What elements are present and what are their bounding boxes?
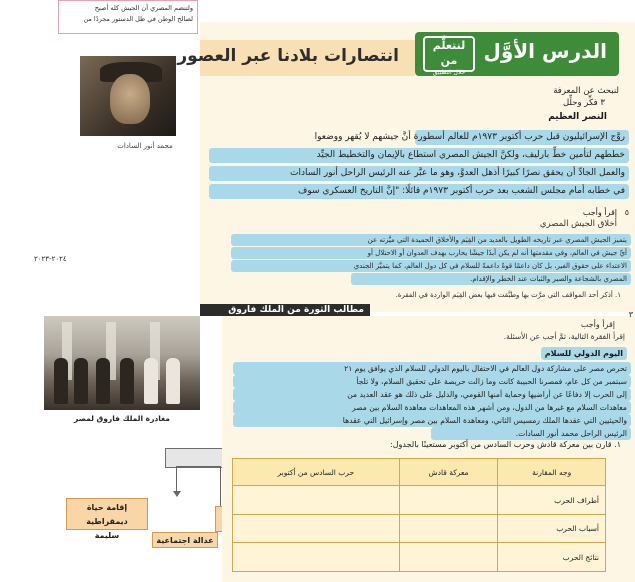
table-answer-cell[interactable] — [399, 486, 498, 515]
farouk-photo — [44, 316, 200, 410]
table-header-row — [233, 459, 606, 486]
top-note — [58, 0, 198, 34]
table-answer-cell[interactable] — [233, 543, 400, 572]
table-answer-cell[interactable] — [399, 543, 498, 572]
paragraph-line: والعمل الجادِّ أن يحقق نصرًا كبيرًا أذهل العدوَّ، وهو ما عبَّر عنه الرئيس الراحل أنور السادات — [290, 168, 625, 178]
diagram-box-justice: عدالة اجتماعية — [152, 532, 218, 548]
top-note-line2: لصالح الوطن في ظل الدستور مجردًا من — [83, 15, 193, 23]
lesson-banner — [177, 40, 415, 76]
table-row-label: أسباب الحرب — [498, 514, 606, 543]
diagram-box-line: سليمة — [94, 531, 120, 540]
portrait-caption: محمد أنور السادات — [117, 142, 173, 150]
underlying-page-heading: مطالب الثورة من الملك فاروق — [200, 304, 370, 316]
paragraph-line: روَّج الإسرائيليون قبل حرب أكتوبر ١٩٧٣م للعالم أسطورة أنَّ جيشهم لا يُقهر ووضعوا — [314, 132, 625, 142]
years-label: ٢٠٢٤-٢٠٢٣ — [34, 255, 67, 263]
person-figure — [54, 358, 68, 404]
paragraph-line: الرئيس الراحل محمد أنور السادات. — [515, 429, 627, 438]
paragraph-line: المصري بالشجاعة والصبر والثبات عند الخطر والإقدام. — [470, 275, 627, 283]
read-answer-label: إقرأ وأجب — [580, 320, 615, 329]
item-number: ٣ — [628, 310, 633, 319]
table-row — [233, 514, 606, 543]
lesson-page-1 — [177, 22, 635, 312]
paragraph-line: في خطابه أمام مجلس الشعب بعد حرب أكتوبر ١٩٧٣م قائلًا: "إنَّ التاريخ العسكري سوف — [298, 186, 625, 196]
person-figure — [74, 358, 88, 404]
person-figure — [120, 358, 134, 404]
person-figure — [144, 358, 158, 404]
lesson-number: الدرس الأوَّل — [483, 39, 607, 63]
top-note-line1: ولتنضم المصري أن الجيش كله أصبح — [94, 4, 193, 12]
sadat-portrait — [80, 56, 176, 136]
subsection-heading: أخلاق الجيش المصري — [539, 219, 617, 229]
paragraph-line: والحيثيين التي عقدها الملك رمسيس الثاني، ومعاهدة السلام بين مصر وإسرائيل التي عقدها — [342, 416, 627, 425]
table-answer-cell[interactable] — [399, 514, 498, 543]
face-shape — [110, 74, 150, 124]
table-answer-cell[interactable] — [233, 486, 400, 515]
badge-line2: خلال التطبيق — [432, 69, 466, 76]
diagram-box-line: إقامة حياة ديمقراطية — [86, 503, 128, 526]
lesson-label-box — [415, 32, 619, 76]
farouk-caption: مغادرة الملك فاروق لمصر — [74, 414, 170, 423]
arrow-down-icon — [173, 491, 181, 497]
badge-line1: لنتعلَّم من — [432, 39, 466, 67]
diagram-box-democracy — [66, 498, 148, 540]
paragraph-line: سبتمبر من كل عام، فمصرنا الحبيبة كانت وما زالت حريصة على تحقيق السلام، ولا تلجأ — [356, 377, 627, 386]
table-answer-cell[interactable] — [233, 514, 400, 543]
table-row — [233, 543, 606, 572]
subsection-heading: اليوم الدولي للسلام — [544, 349, 623, 358]
comparison-question: ١. قارن بين معركة قادش وحرب السادس من أكتوبر مستعينًا بالجدول: — [390, 440, 621, 449]
paragraph-line: تحرص مصر على مشاركة دول العالم في الاحتفال باليوم الدولي للسلام الذي يوافق يوم ٢١ — [344, 364, 627, 373]
item-number: ٥ — [624, 208, 629, 217]
diagram-connector — [176, 466, 177, 494]
section-search: لنبحث عن المعرفة — [553, 86, 619, 96]
table-header-cell: وجه المقارنة — [498, 459, 606, 486]
paragraph-line: الاعتداء على حقوق الغير، بل كان داعمًا قوةً داعمةً للسلام في كل دول العالم، كما يتميَّز الجندي — [353, 262, 627, 270]
section-think: ٣ فكِّر وحلِّل — [562, 98, 605, 108]
paragraph-line: خططهم لتأمين خطِّ بارليف، ولكنَّ الجيش المصري استطاع بالإيمان والتخطيط الجيِّد — [316, 150, 625, 160]
task-question: ١. أذكر أحد المواقف التي مرَّت بها وطبَّقت فيها بعض القِيَم الواردة في الفقرة. — [395, 291, 621, 299]
table-row-label: أطراف الحرب — [498, 486, 606, 515]
diagram-connector — [176, 466, 220, 467]
section-heading: النصر العظيم — [548, 112, 607, 122]
person-figure — [166, 358, 180, 404]
learn-badge — [423, 36, 475, 76]
paragraph-line: معاهدات السلام مع غيرها من الدول، ومن أشهر هذه المعاهدات معاهدة السلام بين مصر — [351, 403, 627, 412]
person-figure — [96, 358, 110, 404]
lesson-title-text: انتصارات بلادنا عبر العصور — [177, 46, 399, 66]
paragraph-line: أيِّ جيش في العالم، وفي مقدمتها أنه لم يكن أبدًا جيشًا يحارب بهدف العدوان أو الاحتلال أو — [367, 249, 627, 257]
table-row-label: نتائج الحرب — [498, 543, 606, 572]
paragraph-line: يتميز الجيش المصري عبر تاريخه الطويل بالعديد من القِيَم والأخلاق الحميدة التي ميَّزته عن — [367, 236, 627, 244]
diagram-connector — [220, 466, 221, 506]
instruction-text: إقرأ الفقرة التالية، ثمَّ أجب عن الأسئلة. — [503, 332, 625, 341]
comparison-table — [232, 458, 606, 572]
table-header-cell: معركة قادش — [399, 459, 498, 486]
read-answer-label: إقرأ وأجب — [582, 208, 617, 217]
table-header-cell: حرب السادس من أكتوبر — [233, 459, 400, 486]
table-row — [233, 486, 606, 515]
paragraph-line: إلى الحرب إلا دفاعًا عن أراضيها وحماية أمنها القومي، والدليل على ذلك هو عقد العديد من — [347, 390, 627, 399]
